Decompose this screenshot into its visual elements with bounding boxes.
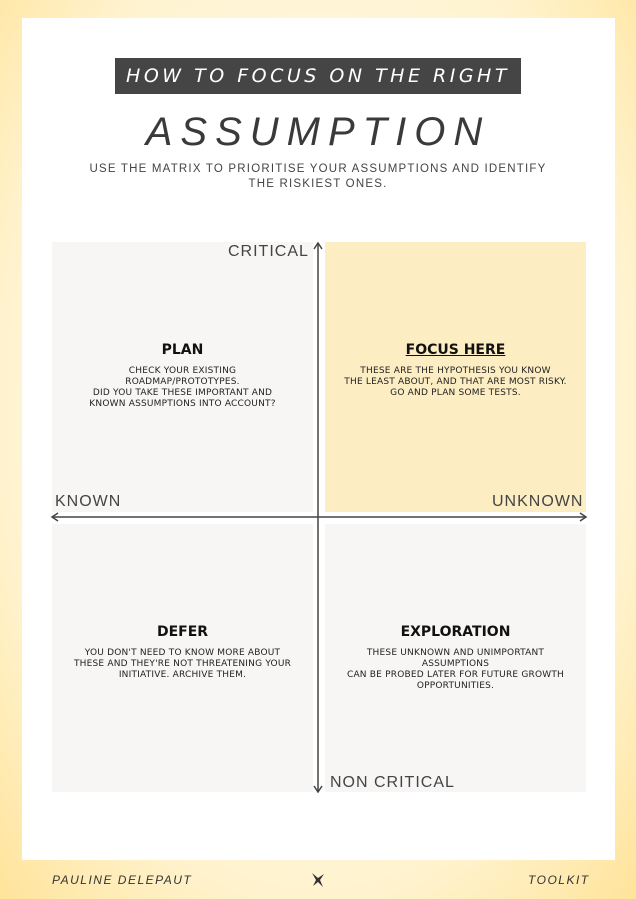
quadrant-body: THESE ARE THE HYPOTHESIS YOU KNOW THE LEAST ABOUT, AND THAT ARE MOST RISKY. GO AND PLAN SOME TESTS. [344, 366, 567, 398]
banner-heading: HOW TO FOCUS ON THE RIGHT [115, 58, 521, 94]
quadrant-body: CHECK YOUR EXISTING ROADMAP/PROTOTYPES. DID YOU TAKE THESE IMPORTANT AND KNOWN ASSUMPTIONS INTO ACCOUNT? [89, 366, 276, 409]
axis-label-non-critical: NON CRITICAL [330, 774, 455, 791]
axis-label-critical: CRITICAL [228, 243, 309, 260]
quadrant-title: PLAN [161, 342, 204, 358]
quadrant-title: FOCUS HERE [405, 342, 506, 358]
sparkle-icon [310, 872, 326, 888]
footer-label: TOOLKIT [528, 873, 590, 887]
quadrant-body: YOU DON'T NEED TO KNOW MORE ABOUT THESE AND THEY'RE NOT THREATENING YOUR INITIATIVE. ARCHIVE THEM. [73, 648, 292, 680]
axis-label-known: KNOWN [55, 493, 122, 510]
quadrant-title: EXPLORATION [400, 624, 511, 640]
page-subtitle: USE THE MATRIX TO PRIORITISE YOUR ASSUMPTIONS AND IDENTIFY THE RISKIEST ONES. [89, 163, 547, 190]
footer-author: PAULINE DELEPAUT [52, 873, 193, 887]
quadrant-title: DEFER [156, 624, 209, 640]
page-title: ASSUMPTION [145, 110, 491, 154]
axis-label-unknown: UNKNOWN [492, 493, 584, 510]
quadrant-body: THESE UNKNOWN AND UNIMPORTANT ASSUMPTIONS CAN BE PROBED LATER FOR FUTURE GROWTH OPPORTUNITIES. [346, 648, 565, 691]
